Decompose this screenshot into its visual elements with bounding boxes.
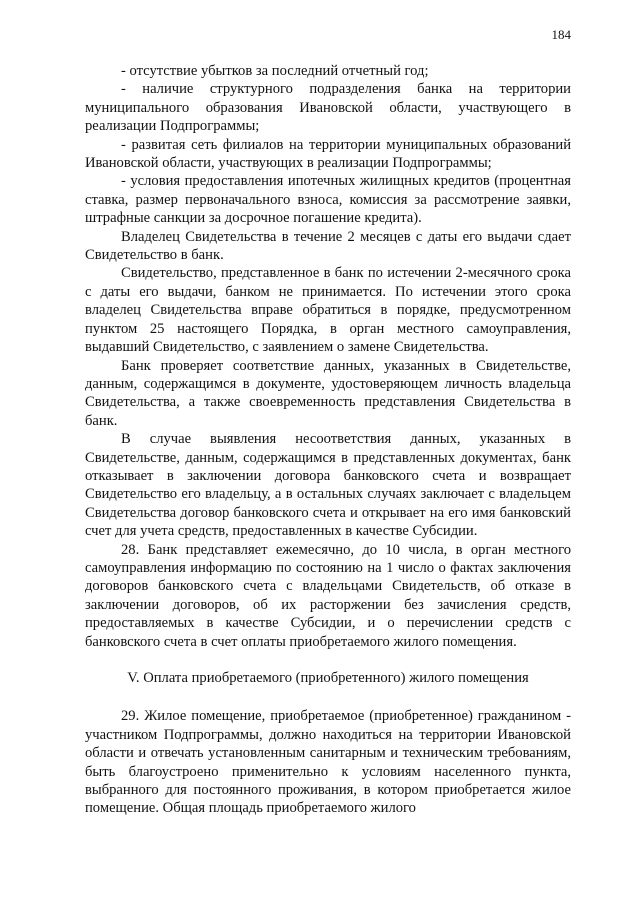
paragraph-no-losses: - отсутствие убытков за последний отчетный год;	[121, 63, 429, 79]
paragraph-structural-division: - наличие структурного подразделения банка на территории муниципального образования Ивановской области, участвующего в реализации Подпрограммы;	[85, 81, 571, 135]
paragraph-mortgage-conditions: - условия предоставления ипотечных жилищных кредитов (процентная ставка, размер первоначального взноса, комиссия за рассмотрение заявки, штрафные санкции за досрочное погашение кредита).	[85, 173, 571, 227]
paragraph-certificate-submission: Владелец Свидетельства в течение 2 месяцев с даты его выдачи сдает Свидетельство в банк.	[85, 228, 571, 264]
section-heading: V. Оплата приобретаемого (приобретенного) жилого помещения	[127, 670, 529, 686]
paragraph-expired-certificate: Свидетельство, представленное в банк по истечении 2-месячного срока с даты его выдачи, банком не принимается. По истечении этого срока владелец Свидетельства вправе обратиться в порядке, предусмотренном пунктом 25 настоящего Порядка, в орган местного самоуправления, выдавший Свидетельство, с заявлением о замене Свидетельства.	[85, 265, 571, 356]
document-body	[85, 62, 571, 818]
paragraph-bank-verification: Банк проверяет соответствие данных, указанных в Свидетельстве, данным, содержащимся в документе, удостоверяющем личность владельца Свидетельства, а также своевременность представления Свидетельства в банк.	[85, 357, 571, 429]
page-number: 184	[551, 27, 571, 42]
paragraph-29-housing-requirements: 29. Жилое помещение, приобретаемое (приобретенное) гражданином - участником Подпрограммы, должно находиться на территории Ивановской области и отвечать установленным санитарным и техническим требованиям, быть благоустроено применительно к условиям населенного пункта, выбранного для постоянного проживания, в котором приобретается жилое помещение. Общая площадь приобретаемого жилого	[85, 708, 571, 817]
paragraph-28-bank-reporting: 28. Банк представляет ежемесячно, до 10 числа, в орган местного самоуправления информацию по состоянию на 1 число о фактах заключения договоров банковского счета с владельцами Свидетельств, об отказе в заключении договоров, об их расторжении без зачисления средств, предоставляемых в качестве Субсидии, и о перечислении средств с банковского счета в счет оплаты приобретаемого жилого помещения.	[85, 541, 571, 650]
paragraph-mismatch-case: В случае выявления несоответствия данных, указанных в Свидетельстве, данным, содержащимся в представленных документах, банк отказывает в заключении договора банковского счета и возвращает Свидетельство его владельцу, а в остальных случаях заключает с владельцем Свидетельства договор банковского счета и открывает на его имя банковский счет для учета средств, предоставленных в качестве Субсидии.	[85, 431, 571, 540]
paragraph-branch-network: - развитая сеть филиалов на территории муниципальных образований Ивановской области, участвующих в реализации Подпрограммы;	[85, 136, 571, 172]
